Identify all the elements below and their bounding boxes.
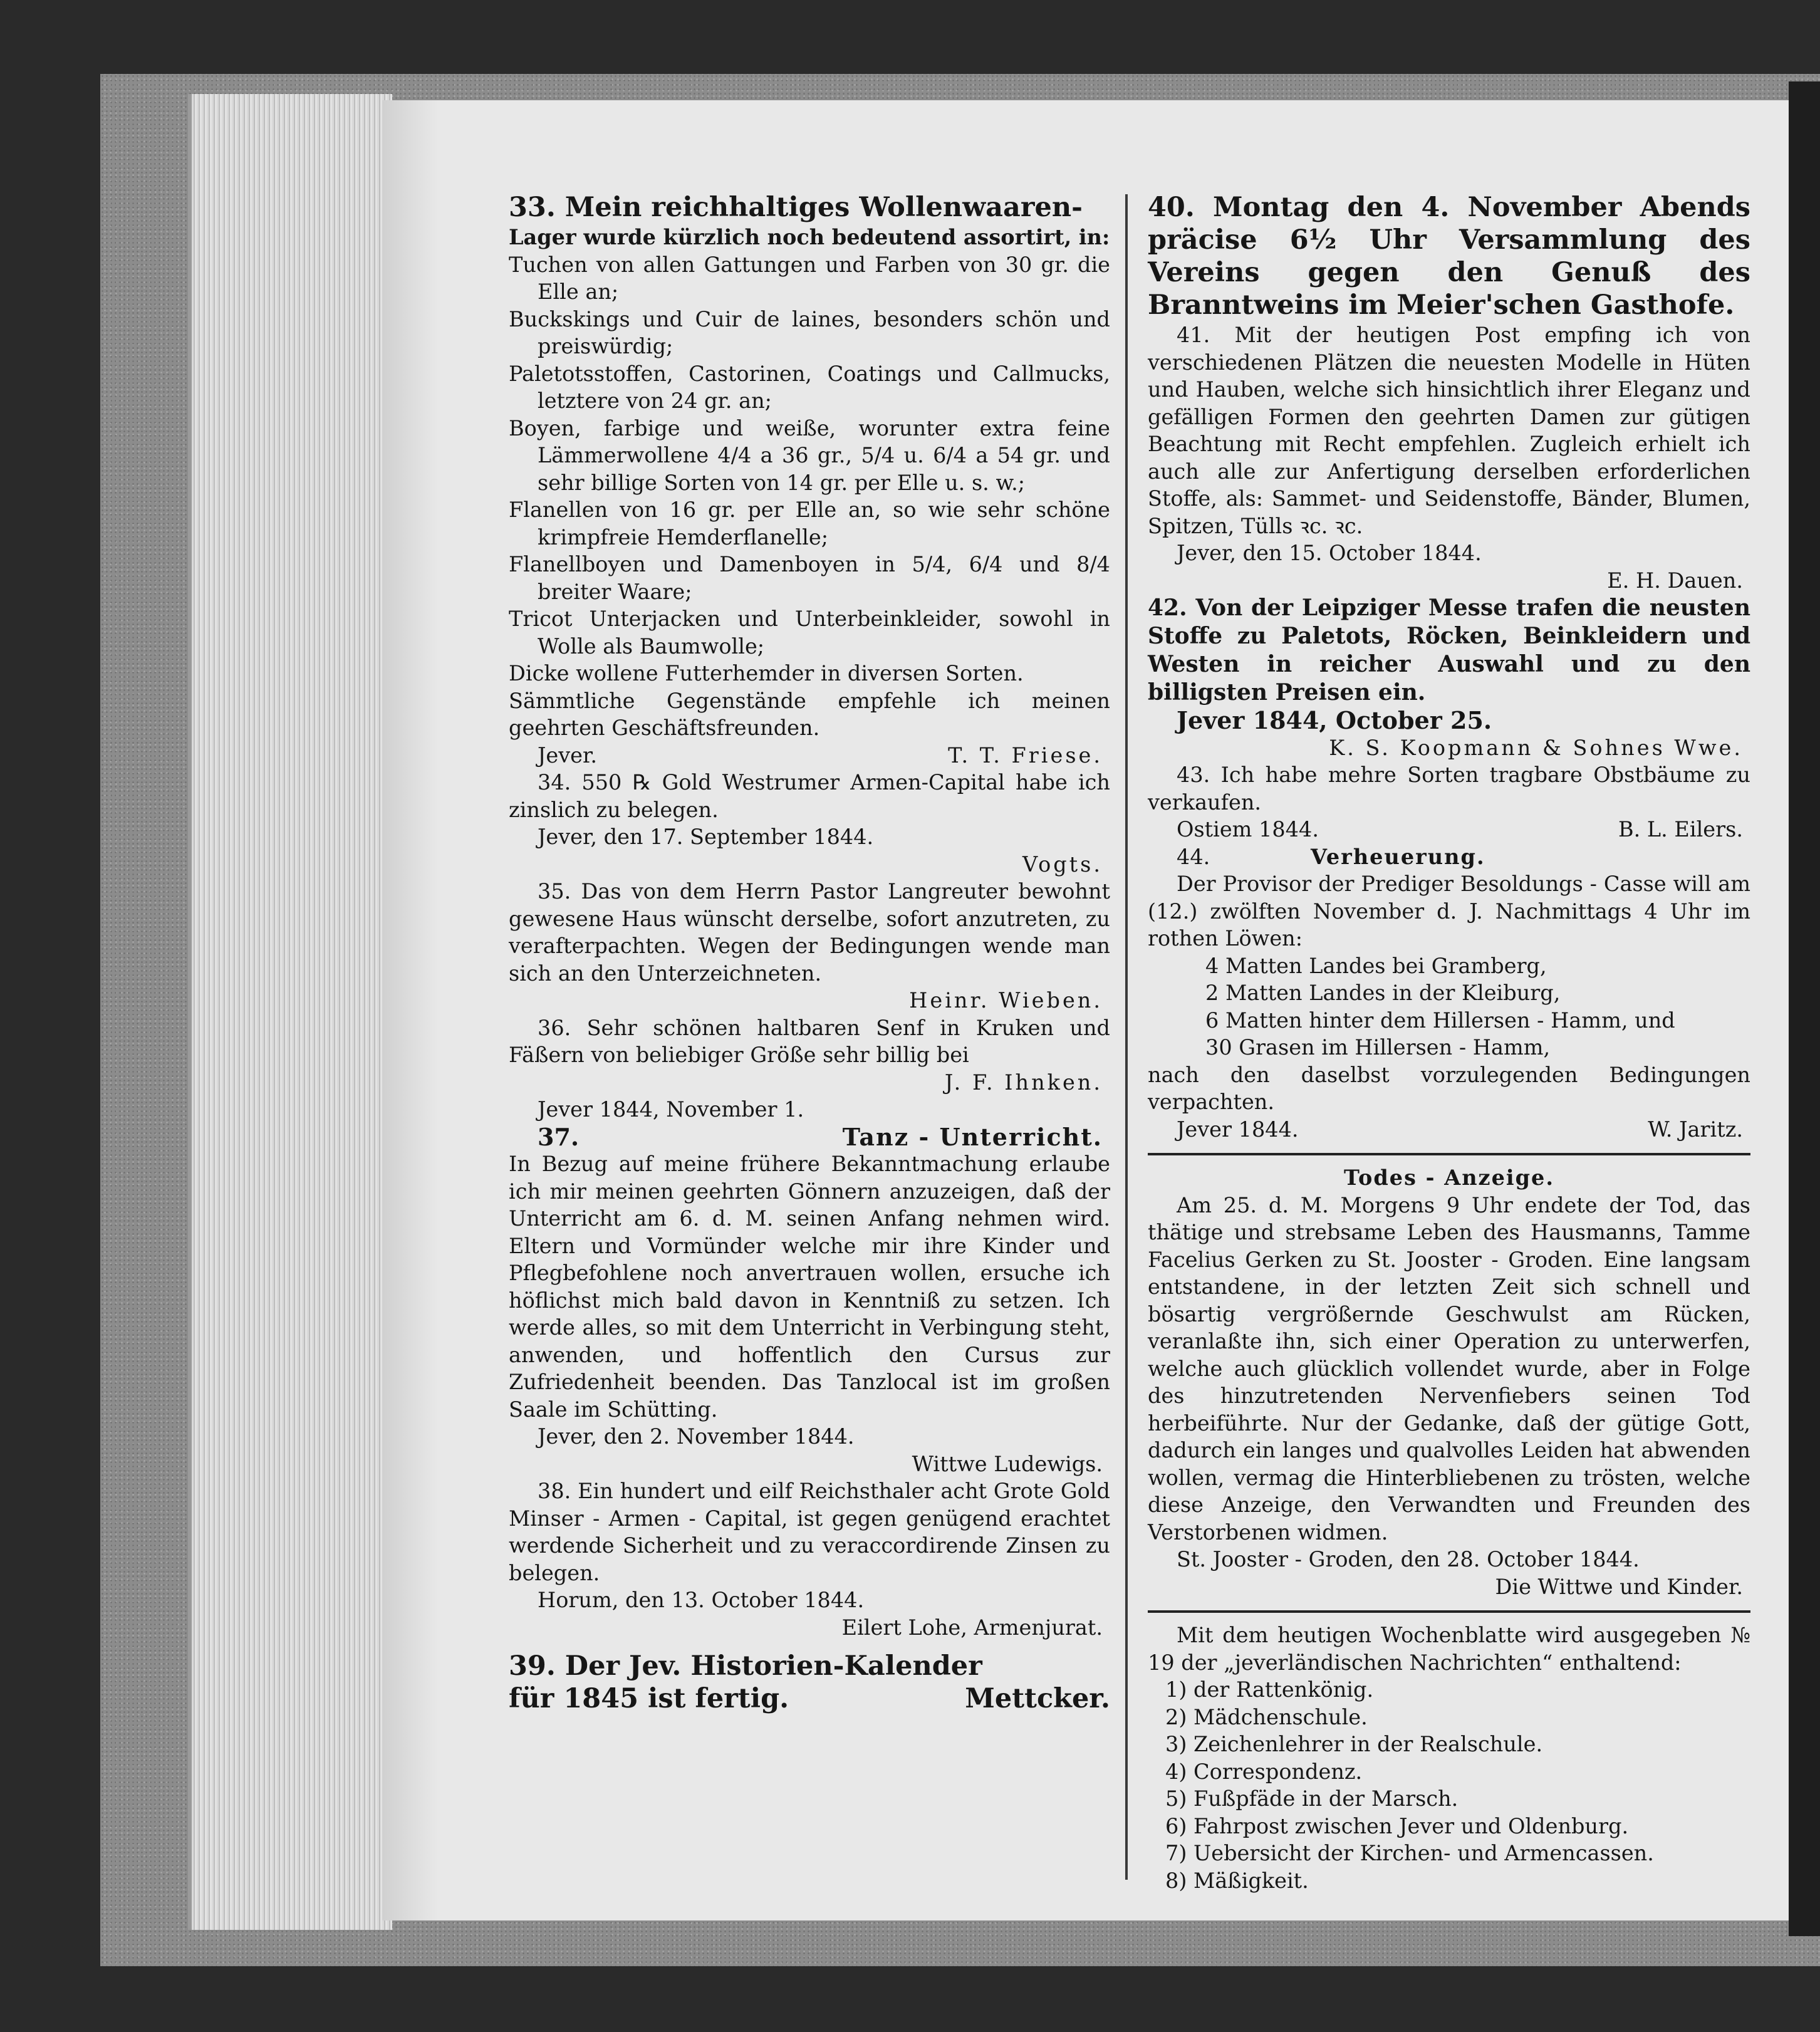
ad44-intro: Der Provisor der Prediger Besoldungs - Casse will am (12.) zwölften November d. J. Nachmittags 4 Uhr im rothen Löwen: xyxy=(1148,872,1750,951)
ad33-signature: T. T. Friese. xyxy=(948,742,1103,768)
advertisement-35 xyxy=(509,878,1110,1014)
ad44-heading: Verheuerung. xyxy=(1310,844,1485,869)
ad33-item: Tuchen von allen Gattungen und Farben von 30 gr. die Elle an; xyxy=(509,252,1110,304)
ad44-heading-line xyxy=(1148,843,1750,871)
supplement-item: 7) Uebersicht der Kirchen- und Armencassen. xyxy=(1165,1841,1654,1865)
advertisement-41 xyxy=(1148,321,1750,594)
ad43-text: 43. Ich habe mehre Sorten tragbare Obstbäume zu verkaufen. xyxy=(1148,763,1750,815)
ad37-heading-line xyxy=(509,1123,1110,1151)
ad39-line1: 39. Der Jev. Historien-Kalender xyxy=(509,1650,982,1682)
ad37-text: In Bezug auf meine frühere Bekanntmachung erlaube ich mir meinen geehrten Gönnern anzuzeigen, daß der Unterricht am 6. d. M. seinen Anfang nehmen wird. Eltern und Vormünder welche mir ihre Kinder und Pflegbefohlene noch anvertrauen wollen, ersuche ich höflichst mich bald davon in Kenntniß zu setzen. Ich werde alles, so mit dem Unterricht in Verbingung steht, anwenden, und hoffentlich den Cursus zur Zufriedenheit beenden. Das Tanzlocal ist im großen Saale im Schütting. xyxy=(509,1152,1110,1422)
ad33-item: Boyen, farbige und weiße, worunter extra feine Lämmerwollene 4/4 a 36 gr., 5/4 u. 6/4 a 54 gr. und sehr billige Sorten von 14 gr. per Elle u. s. w.; xyxy=(509,415,1110,495)
ad37-heading: Tanz - Unterricht. xyxy=(842,1122,1103,1151)
ad36-text: 36. Sehr schönen haltbaren Senf in Kruken und Fäßern von beliebiger Größe sehr billig bei xyxy=(509,1015,1110,1067)
ad34-signature: Vogts. xyxy=(1022,852,1103,877)
ad33-line2: Lager wurde kürzlich noch bedeutend assortirt, in: xyxy=(509,225,1110,249)
advertisement-39 xyxy=(509,1650,1110,1715)
advertisement-44 xyxy=(1148,843,1750,1144)
ad41-signature: E. H. Dauen. xyxy=(1607,568,1743,593)
ad33-place: Jever. xyxy=(538,742,597,768)
ad42-text: 42. Von der Leipziger Messe trafen die neusten Stoffe zu Paletots, Röcken, Beinkleidern und Westen in reicher Auswahl und zu den billigsten Preisen ein. xyxy=(1148,595,1750,706)
ad37-number: 37. xyxy=(538,1122,580,1151)
advertisement-33 xyxy=(509,191,1110,769)
death-notice-heading: Todes - Anzeige. xyxy=(1343,1165,1555,1190)
supplement-item: 4) Correspondenz. xyxy=(1165,1759,1363,1784)
ad44-item: 2 Matten Landes in der Kleiburg, xyxy=(1205,981,1561,1005)
ad36-signature: J. F. Ihnken. xyxy=(944,1070,1103,1095)
ad35-text: 35. Das von dem Herrn Pastor Langreuter bewohnt gewesene Haus wünscht derselbe, sofort anzutreten, zu verafterpachten. Wegen der Bedingungen wende man sich an den Unterzeichneten. xyxy=(509,879,1110,986)
supplement-item: 6) Fahrpost zwischen Jever und Oldenburg. xyxy=(1165,1813,1629,1838)
ad44-place: Jever 1844. xyxy=(1177,1117,1299,1142)
ad33-item: Buckskings und Cuir de laines, besonders schön und preiswürdig; xyxy=(509,306,1110,358)
ad34-place: Jever, den 17. September 1844. xyxy=(538,825,874,849)
ad44-item: 4 Matten Landes bei Gramberg, xyxy=(1205,953,1547,978)
ad37-place: Jever, den 2. November 1844. xyxy=(538,1424,855,1449)
ad44-signature: W. Jaritz. xyxy=(1648,1117,1743,1142)
advertisement-36 xyxy=(509,1014,1110,1123)
death-notice xyxy=(1148,1164,1750,1600)
ad41-place: Jever, den 15. October 1844. xyxy=(1177,541,1482,565)
death-notice-place: St. Jooster - Groden, den 28. October 1844. xyxy=(1177,1547,1640,1571)
ad36-place: Jever 1844, November 1. xyxy=(538,1097,804,1122)
ad33-line1: 33. Mein reichhaltiges Wollenwaaren- xyxy=(509,192,1083,223)
death-notice-text: Am 25. d. M. Morgens 9 Uhr endete der Tod, das thätige und strebsame Leben des Hausmanns, Tamme Facelius Gerken zu St. Jooster - Groden. Eine langsam entstandene, in der letzten Zeit sich schnell und bösartig vergrößernde Geschwulst am Rücken, veranlaßte ihn, sich einer Operation zu unterwerfen, welche auch glücklich vollendet wurde, aber in Folge des hinzutretenden Nervenfiebers seinen Tod herbeiführte. Nur der Gedanke, daß der gütige Gott, dadurch ein langes und qualvolles Leiden hat abwenden wollen, vermag die Hinterbliebenen zu trösten, welche diese Anzeige, den Verwandten und Freunden des Verstorbenen widmen. xyxy=(1148,1192,1750,1545)
page-edges xyxy=(188,94,392,1930)
ad35-signature: Heinr. Wieben. xyxy=(909,988,1103,1013)
ad37-signature: Wittwe Ludewigs. xyxy=(912,1451,1103,1476)
ad43-signature: B. L. Eilers. xyxy=(1618,817,1743,841)
ad38-place: Horum, den 13. October 1844. xyxy=(538,1588,865,1612)
ad39-line2 xyxy=(509,1682,1110,1715)
advertisement-43 xyxy=(1148,761,1750,843)
advertisement-40 xyxy=(1148,191,1750,321)
ad38-text: 38. Ein hundert und eilf Reichsthaler acht Grote Gold Minser - Armen - Capital, ist gegen genügend erachtet werdende Sicherheit und zu veraccordirende Zinsen zu belegen. xyxy=(509,1479,1110,1585)
ad40-text: 40. Montag den 4. November Abends präcise 6½ Uhr Versammlung des Vereins gegen den Genuß des Branntweins im Meier'schen Gasthofe. xyxy=(1148,192,1750,321)
section-divider xyxy=(1148,1153,1750,1155)
supplement-notice xyxy=(1148,1622,1750,1894)
death-notice-signature: Die Wittwe und Kinder. xyxy=(1495,1574,1743,1599)
supplement-item: 3) Zeichenlehrer in der Realschule. xyxy=(1165,1732,1543,1756)
ad34-text: 34. 550 ℞ Gold Westrumer Armen-Capital habe ich zinslich zu belegen. xyxy=(509,770,1110,822)
ad33-item: Dicke wollene Futterhemder in diversen Sorten. xyxy=(509,661,1024,685)
ad39-line2-left: für 1845 ist fertig. xyxy=(509,1683,789,1714)
ad33-item: Flanellen von 16 gr. per Elle an, so wie sehr schöne krimpfreie Hemderflanelle; xyxy=(509,498,1110,550)
supplement-item: 2) Mädchenschule. xyxy=(1165,1704,1368,1729)
ad42-place: Jever 1844, October 25. xyxy=(1177,706,1492,734)
supplement-intro: Mit dem heutigen Wochenblatte wird ausgegeben № 19 der „jeverländischen Nachrichten“ enthaltend: xyxy=(1148,1623,1750,1675)
ad38-signature: Eilert Lohe, Armenjurat. xyxy=(841,1615,1103,1640)
advertisement-34 xyxy=(509,769,1110,878)
ad42-signature: K. S. Koopmann & Sohnes Wwe. xyxy=(1329,735,1743,760)
ad33-closing: Sämmtliche Gegenstände empfehle ich meinen geehrten Geschäftsfreunden. xyxy=(509,688,1110,740)
advertisement-37 xyxy=(509,1123,1110,1478)
ad39-line2-right: Mettcker. xyxy=(965,1683,1110,1714)
left-column xyxy=(509,191,1110,1715)
column-divider xyxy=(1125,194,1128,1880)
ad44-item: 30 Grasen im Hillersen - Hamm, xyxy=(1205,1035,1551,1060)
right-column xyxy=(1148,191,1750,1894)
ad43-signature-line xyxy=(1148,816,1750,843)
ad44-closing: nach den daselbst vorzulegenden Bedingungen verpachten. xyxy=(1148,1062,1750,1114)
supplement-item: 5) Fußpfäde in der Marsch. xyxy=(1165,1786,1459,1811)
ad33-item: Tricot Unterjacken und Unterbeinkleider, sowohl in Wolle als Baumwolle; xyxy=(509,607,1110,659)
supplement-item: 8) Mäßigkeit. xyxy=(1165,1868,1309,1893)
book-right-edge xyxy=(1789,81,1820,1936)
ad41-text: 41. Mit der heutigen Post empfing ich von verschiedenen Plätzen die neuesten Modelle in Hüten und Hauben, welche sich hinsichtlich ihrer Eleganz und gefälligen Formen den geehrten Damen zur gütigen Beachtung mit Recht empfehlen. Zugleich erhielt ich auch alle zur Anfertigung derselben erforderlichen Stoffe, als: Sammet- und Seidenstoffe, Bänder, Blumen, Spitzen, Tülls ꝛc. ꝛc. xyxy=(1148,323,1750,538)
ad43-place: Ostiem 1844. xyxy=(1177,817,1319,841)
advertisement-38 xyxy=(509,1477,1110,1641)
ad44-signature-line xyxy=(1148,1116,1750,1144)
ad33-item: Flanellboyen und Damenboyen in 5/4, 6/4 und 8/4 breiter Waare; xyxy=(509,552,1110,604)
ad33-item: Paletotsstoffen, Castorinen, Coatings und Callmucks, letztere von 24 gr. an; xyxy=(509,361,1110,413)
supplement-item: 1) der Rattenkönig. xyxy=(1165,1677,1374,1702)
advertisement-42 xyxy=(1148,594,1750,761)
ad33-signature-line xyxy=(509,742,1110,769)
ad44-item: 6 Matten hinter dem Hillersen - Hamm, und xyxy=(1205,1008,1675,1033)
ad44-number: 44. xyxy=(1177,844,1210,869)
section-divider xyxy=(1148,1610,1750,1613)
